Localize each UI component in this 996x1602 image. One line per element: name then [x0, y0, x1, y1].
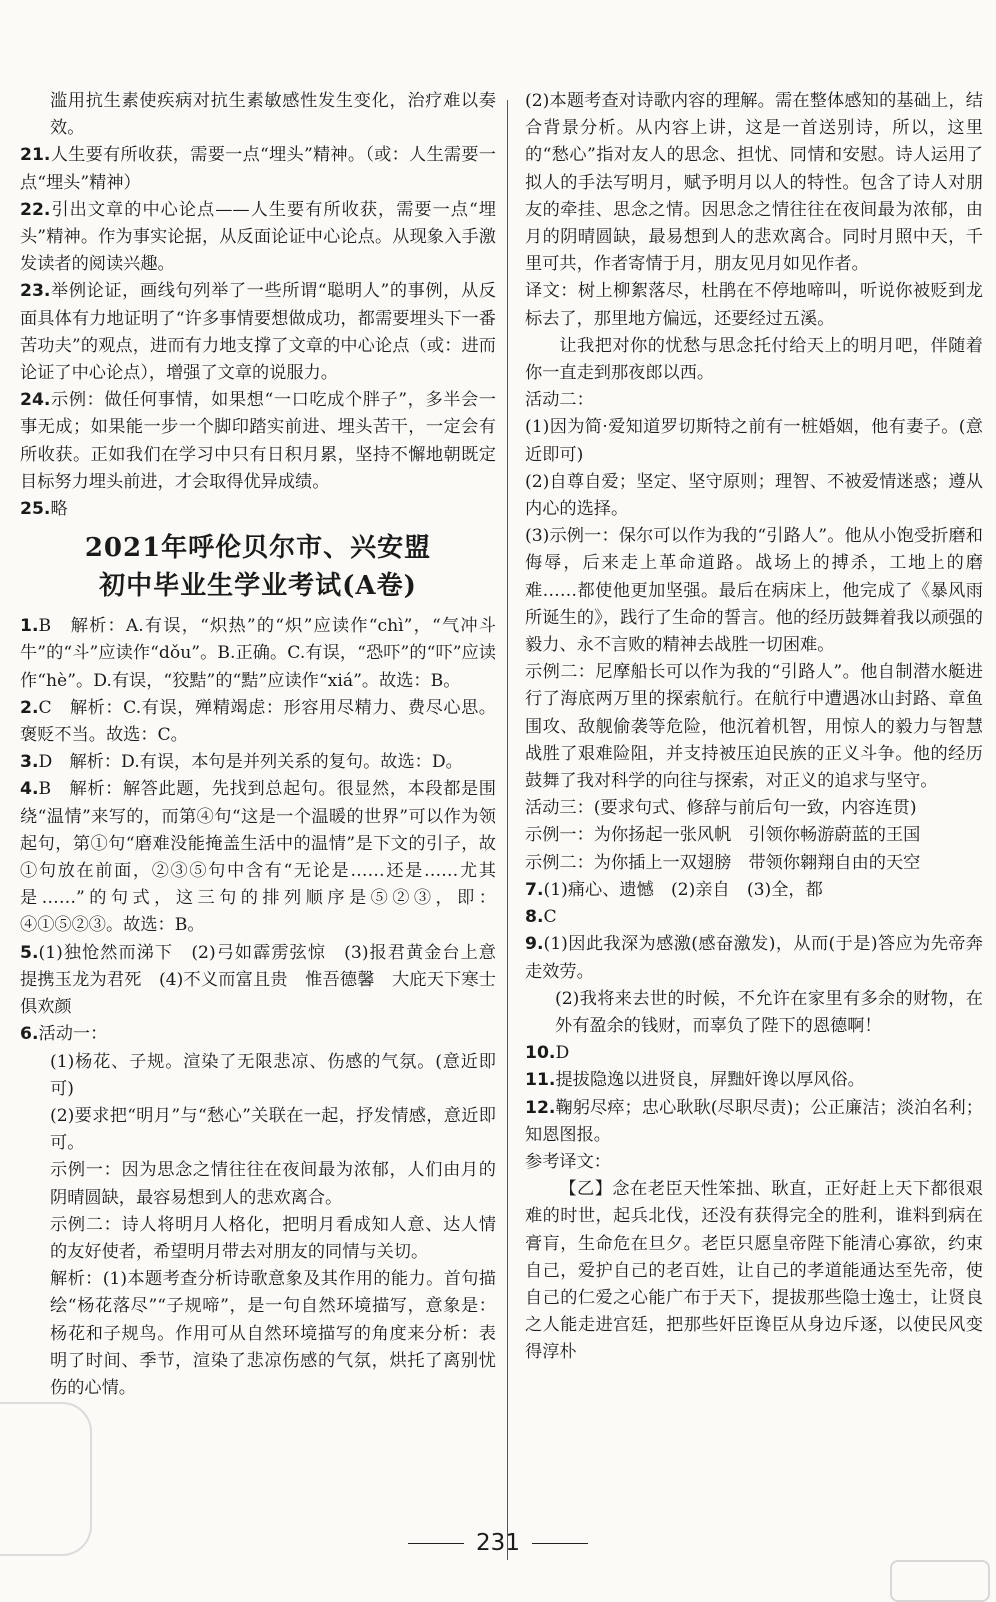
answer-paragraph — [525, 414, 983, 468]
answer-text: 活动二： — [525, 390, 594, 411]
answer-text: 人生要有所收获，需要一点“埋头”精神。（或：人生需要一点“埋头”精神） — [20, 145, 496, 193]
answer-text: (3)示例一：保尔可以作为我的“引路人”。他从小饱受折磨和侮辱，后来走上革命道路。战场上的搏杀，工地上的磨难……都使他更加坚强。最后在病床上，他完成了《暴风雨所诞生的》，践行了生命的誓言。他的经历鼓舞着我以顽强的毅力、永不言败的精神去战胜一切困难。 — [525, 526, 983, 656]
answer-text: 译文：树上柳絮落尽，杜鹃在不停地啼叫，听说你被贬到龙标去了，那里地方偏远，还要经过五溪。 — [525, 281, 983, 329]
footer-rule-left — [408, 1543, 464, 1544]
answer-paragraph — [20, 1157, 496, 1211]
answer-paragraph — [525, 986, 983, 1040]
answer-text: 引出文章的中心论点——人生要有所收获，需要一点“埋头”精神。作为事实论据，从反面论证中心论点。从现象入手激发读者的阅读兴趣。 — [20, 199, 496, 275]
answer-paragraph — [525, 877, 983, 904]
answer-paragraph — [525, 1149, 983, 1176]
answer-paragraph — [525, 1040, 983, 1067]
answer-text: 鞠躬尽瘁；忠心耿耿(尽职尽责)；公正廉洁；淡泊名利；知恩图报。 — [525, 1097, 983, 1145]
answer-paragraph — [525, 659, 983, 795]
answer-paragraph — [525, 278, 983, 332]
answer-paragraph — [525, 850, 983, 877]
question-number: 12. — [525, 1097, 556, 1118]
answer-paragraph — [525, 822, 983, 849]
answer-text: 活动一： — [38, 1024, 108, 1045]
question-number: 22. — [20, 199, 51, 220]
answer-paragraph — [525, 795, 983, 822]
question-number: 10. — [525, 1043, 556, 1064]
answer-paragraph — [20, 695, 496, 749]
question-number: 4. — [20, 779, 39, 800]
answer-paragraph — [20, 88, 496, 142]
answer-paragraph — [525, 931, 983, 985]
answer-paragraph — [20, 142, 496, 196]
answer-text: 略 — [50, 499, 68, 520]
answer-text: C 解析：C.有误，殚精竭虑：形容用尽精力、费尽心思。褒贬不当。故选：C。 — [20, 697, 496, 746]
answer-paragraph — [20, 496, 496, 523]
page-number: 231 — [476, 1530, 520, 1556]
answer-text: (1)因为简·爱知道罗切斯特之前有一桩婚姻，他有妻子。(意近即可) — [525, 417, 983, 465]
answer-text: 让我把对你的忧愁与思念托付给天上的明月吧，伴随着你一直走到那夜郎以西。 — [525, 335, 983, 384]
answer-text: C — [543, 907, 557, 928]
answer-text: (1)痛心、遗憾 (2)亲自 (3)全，都 — [543, 879, 823, 900]
answer-paragraph — [525, 333, 983, 387]
question-number: 1. — [20, 616, 39, 637]
answer-text: 示例：做任何事情，如果想“一口吃成个胖子”，多半会一事无成；如果能一步一个脚印踏实前进、埋头苦干，一定会有所收获。正如我们在学习中只有日积月累，坚持不懈地朝既定目标努力埋头前进，才会取得优异成绩。 — [20, 390, 496, 492]
answer-text: 【乙】念在老臣天性笨拙、耿直，正好赶上天下都很艰难的时世，起兵北伐，还没有获得完全的胜利，谁料到病在膏肓，生命危在旦夕。老臣只愿皇帝陛下能清心寡欲，约束自己，爱护自己的老百姓，让自己的孝道能通达至先帝，使自己的仁爱之心能广布于天下，提拔那些隐士逸士，让贤良之人能走进宫廷，把那些奸臣谗臣从身边斥逐，以使民风变得淳朴 — [525, 1179, 983, 1363]
watermark-logo — [890, 1560, 990, 1602]
answer-text: 解析：(1)本题考查分析诗歌意象及其作用的能力。首句描绘“杨花落尽”“子规啼”，是一句自然环境描写，意象是：杨花和子规鸟。作用可从自然环境描写的角度来分析：表明了时间、季节，渲染了悲凉伤感的气氛，烘托了离别忧伤的心情。 — [50, 1269, 496, 1398]
answer-text: 举例论证，画线句列举了一些所谓“聪明人”的事例，从反面具体有力地证明了“许多事情要想做成功，都需要埋头下一番苦功夫”的观点，进而有力地支撑了文章的中心论点（或：进而论证了中心论点），增强了文章的说服力。 — [20, 281, 496, 384]
question-number: 6. — [20, 1024, 39, 1045]
answer-text: B 解析：解答此题，先找到总起句。很显然，本段都是围绕“温情”来写的，而第④句“这是一个温暖的世界”可以作为领起句，第①句“磨难没能掩盖生活中的温情”是下文的引子，故①句放在前面，②③⑤句中含有“无论是……还是……尤其是……”的句式，这三句的排列顺序是⑤②③，即：④①⑤②③。故选：B。 — [20, 779, 496, 936]
answer-paragraph — [20, 387, 496, 496]
answer-text: (1)因此我深为感激(感奋激发)，从而(于是)答应为先帝奔走效劳。 — [525, 934, 983, 982]
question-number: 9. — [525, 934, 544, 955]
answer-text: 示例二：为你插上一双翅膀 带领你翱翔自由的天空 — [525, 852, 921, 873]
answer-text: 示例一：为你扬起一张风帆 引领你畅游蔚蓝的王国 — [525, 825, 921, 846]
answer-paragraph — [525, 523, 983, 659]
question-number: 7. — [525, 879, 544, 900]
question-number: 2. — [20, 697, 39, 718]
answer-text: 参考译文： — [525, 1151, 611, 1172]
answer-text: (1)独怆然而涕下 (2)弓如霹雳弦惊 (3)报君黄金台上意 提携玉龙为君死 (4)不义而富且贵 惟吾德馨 大庇天下寒士俱欢颜 — [20, 942, 514, 1018]
answer-paragraph — [20, 749, 496, 776]
answer-paragraph — [525, 469, 983, 523]
section-title-line: 2021年呼伦贝尔市、兴安盟 — [84, 533, 432, 564]
question-number: 11. — [525, 1070, 556, 1091]
answer-paragraph — [20, 1021, 496, 1048]
answer-text: D — [555, 1043, 570, 1064]
answer-paragraph — [525, 904, 983, 931]
answer-paragraph — [20, 278, 496, 387]
page-footer — [0, 1530, 996, 1556]
column-divider — [507, 100, 508, 1560]
answer-text: B 解析：A.有误，“炽热”的“炽”应读作“chì”，“气冲斗牛”的“斗”应读作“dǒu”。B.正确。C.有误，“恐吓”的“吓”应读作“hè”。D.有误，“狡黠”的“黠”应读作“xiá”。故选：B。 — [20, 616, 496, 691]
answer-paragraph — [20, 197, 496, 279]
answer-text: (2)自尊自爱；坚定、坚守原则；理智、不被爱情迷惑；遵从内心的选择。 — [525, 471, 983, 520]
question-number: 5. — [20, 942, 39, 963]
section-title — [20, 529, 496, 605]
answer-paragraph — [20, 776, 496, 939]
question-number: 21. — [20, 145, 51, 166]
answer-paragraph — [20, 613, 496, 695]
answer-text: 活动三：(要求句式、修辞与前后句一致，内容连贯) — [525, 798, 917, 819]
answer-text: 滥用抗生素使疾病对抗生素敏感性发生变化，治疗难以奏效。 — [50, 91, 496, 139]
answer-text: (2)我将来去世的时候，不允许在家里有多余的财物，在外有盈余的钱财，而辜负了陛下的恩德啊！ — [555, 988, 983, 1036]
left-column — [20, 88, 514, 1402]
answer-text: (1)杨花、子规。渲染了无限悲凉、伤感的气氛。(意近即可) — [50, 1051, 496, 1099]
answer-paragraph — [525, 1095, 983, 1149]
question-number: 23. — [20, 281, 51, 302]
answer-paragraph — [525, 1067, 983, 1094]
answer-text: 示例二：诗人将明月人格化，把明月看成知人意、达人情的友好使者，希望明月带去对朋友的同情与关切。 — [50, 1214, 496, 1262]
right-column — [525, 88, 983, 1367]
answer-paragraph — [525, 387, 983, 414]
answer-text: 提拔隐逸以进贤良，屏黜奸谗以厚风俗。 — [555, 1070, 865, 1091]
answer-text: 示例二：尼摩船长可以作为我的“引路人”。他自制潜水艇进行了海底两万里的探索航行。在航行中遭遇冰山封路、章鱼围攻、敌舰偷袭等危险，他沉着机智，用惊人的毅力与智慧战胜了艰难险阻，并支持被压迫民族的正义斗争。他的经历鼓舞了我对科学的向往与探索，对正义的追求与坚守。 — [525, 662, 983, 792]
answer-paragraph — [20, 1266, 496, 1402]
answer-text: D 解析：D.有误，本句是并列关系的复句。故选：D。 — [38, 752, 463, 773]
question-number: 3. — [20, 752, 39, 773]
footer-rule-right — [532, 1543, 588, 1544]
question-number: 25. — [20, 499, 51, 520]
question-number: 24. — [20, 390, 51, 411]
answer-text: 示例一：因为思念之情往往在夜间最为浓郁，人们由月的阴晴圆缺，最容易想到人的悲欢离合。 — [50, 1160, 496, 1208]
answer-paragraph — [20, 1212, 496, 1266]
answer-paragraph — [20, 1103, 496, 1157]
answer-text: (2)本题考查对诗歌内容的理解。需在整体感知的基础上，结合背景分析。从内容上讲，这是一首送别诗，所以，这里的“愁心”指对友人的思念、担忧、同情和安慰。诗人运用了拟人的手法写明月，赋予明月以人的特性。包含了诗人对朋友的牵挂、思念之情。因思念之情往往在夜间最为浓郁，由月的阴晴圆缺，最易想到人的悲欢离合。同时月照中天，千里可共，作者寄情于月，朋友见月如见作者。 — [525, 91, 983, 275]
watermark-left — [0, 1402, 92, 1556]
answer-text: (2)要求把“明月”与“愁心”关联在一起，抒发情感，意近即可。 — [50, 1105, 496, 1154]
question-number: 8. — [525, 907, 544, 928]
answer-paragraph — [525, 88, 983, 278]
answer-paragraph — [20, 940, 514, 1022]
answer-paragraph — [525, 1176, 983, 1366]
answer-paragraph — [20, 1049, 496, 1103]
section-title-line: 初中毕业生学业考试(A卷) — [99, 571, 417, 602]
